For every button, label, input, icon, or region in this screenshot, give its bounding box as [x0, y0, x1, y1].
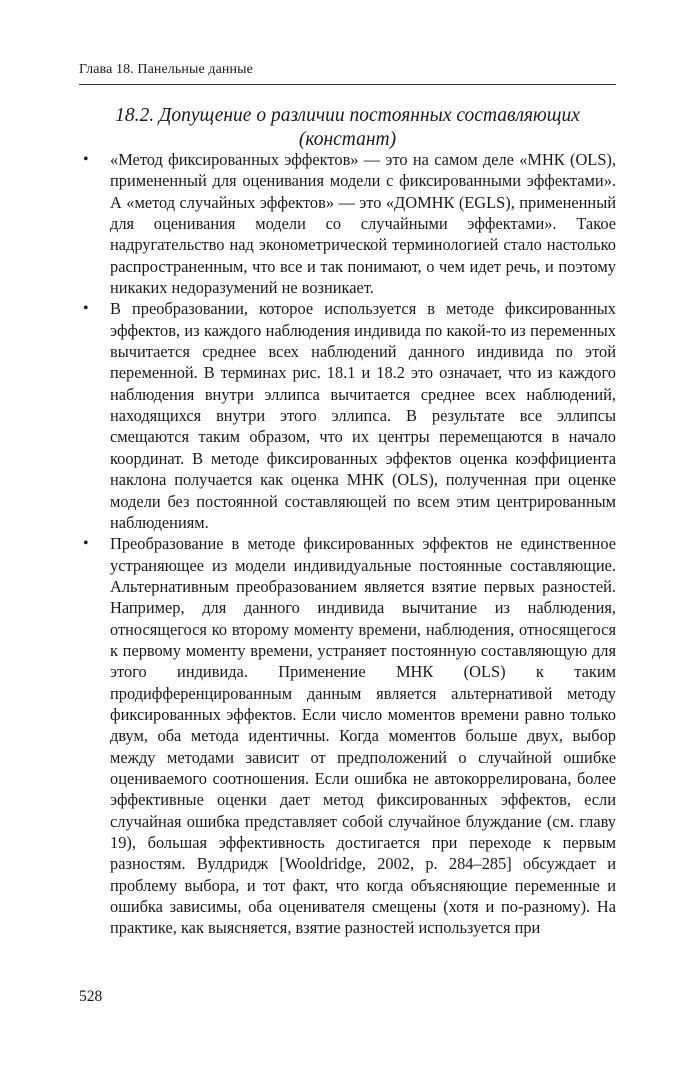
bullet-marker: •: [83, 535, 89, 553]
bullet-marker: •: [83, 300, 89, 318]
bullet-text: «Метод фиксированных эффектов» — это на самом деле «МНК (OLS), примененный для оценивания модели с фиксированными эффектами». А «метод случайных эффектов» — это «ДОМНК (EGLS), примененный для оценивания модели со случайными эффектами». Такое надругательство над эконометрической терминологией стало настолько распространенным, что все и так понимают, о чем идет речь, и поэтому никаких недоразумений не возникает.: [110, 150, 616, 298]
bullet-text: В преобразовании, которое используется в методе фиксированных эффектов, из каждого наблюдения индивида по какой-то из переменных вычитается среднее всех наблюдений данного индивида по этой переменной. В терминах рис. 18.1 и 18.2 это означает, что из каждого наблюдения внутри эллипса вычитается среднее всех наблюдений, находящихся внутри этого эллипса. В результате все эллипсы смещаются таким образом, что их центры перемещаются в начало координат. В методе фиксированных эффектов оценка коэффициента наклона получается как оценка МНК (OLS), полученная при оценке модели без постоянной составляющей по всем этим центрированным наблюдениям.: [110, 299, 616, 532]
header-rule: [79, 84, 616, 85]
bullet-text: Преобразование в методе фиксированных эффектов не единственное устраняющее из модели индивидуальные постоянные составляющие. Альтернативным преобразованием является взятие первых разностей. Например, для данного индивида вычитание из наблюдения, относящегося ко второму моменту времени, наблюдения, относящегося к первому моменту времени, устраняет постоянную составляющую для этого индивида. Применение МНК (OLS) к таким продифференцированным данным является альтернативой методу фиксированных эффектов. Если число моментов времени равно только двум, оба метода идентичны. Когда моментов больше двух, выбор между методами зависит от предположений о случайной ошибке оцениваемого соотношения. Если ошибка не автокоррелирована, более эффективные оценки дает метод фиксированных эффектов, если случайная ошибка представляет собой случайное блуждание (см. главу 19), большая эффективность достигается при переходе к первым разностям. Вулдридж [Wooldridge, 2002, p. 284–285] обсуждает и проблему выбора, и тот факт, что когда объясняющие переменные и ошибка зависимы, оба оценивателя смещены (хотя и по-разному). На практике, как выясняется, взятие разностей используется при: [110, 534, 616, 938]
bullet-marker: •: [83, 151, 89, 168]
bullet-item-within-transformation: [83, 298, 616, 533]
running-head: Глава 18. Панельные данные: [79, 62, 253, 77]
page-number: 528: [79, 988, 103, 1005]
bullet-list: [83, 149, 616, 939]
section-title: 18.2. Допущение о различии постоянных составляющих (констант): [115, 105, 580, 150]
bullet-item-fixed-effects-terminology: [83, 149, 616, 298]
bullet-item-first-differences: [83, 533, 616, 939]
